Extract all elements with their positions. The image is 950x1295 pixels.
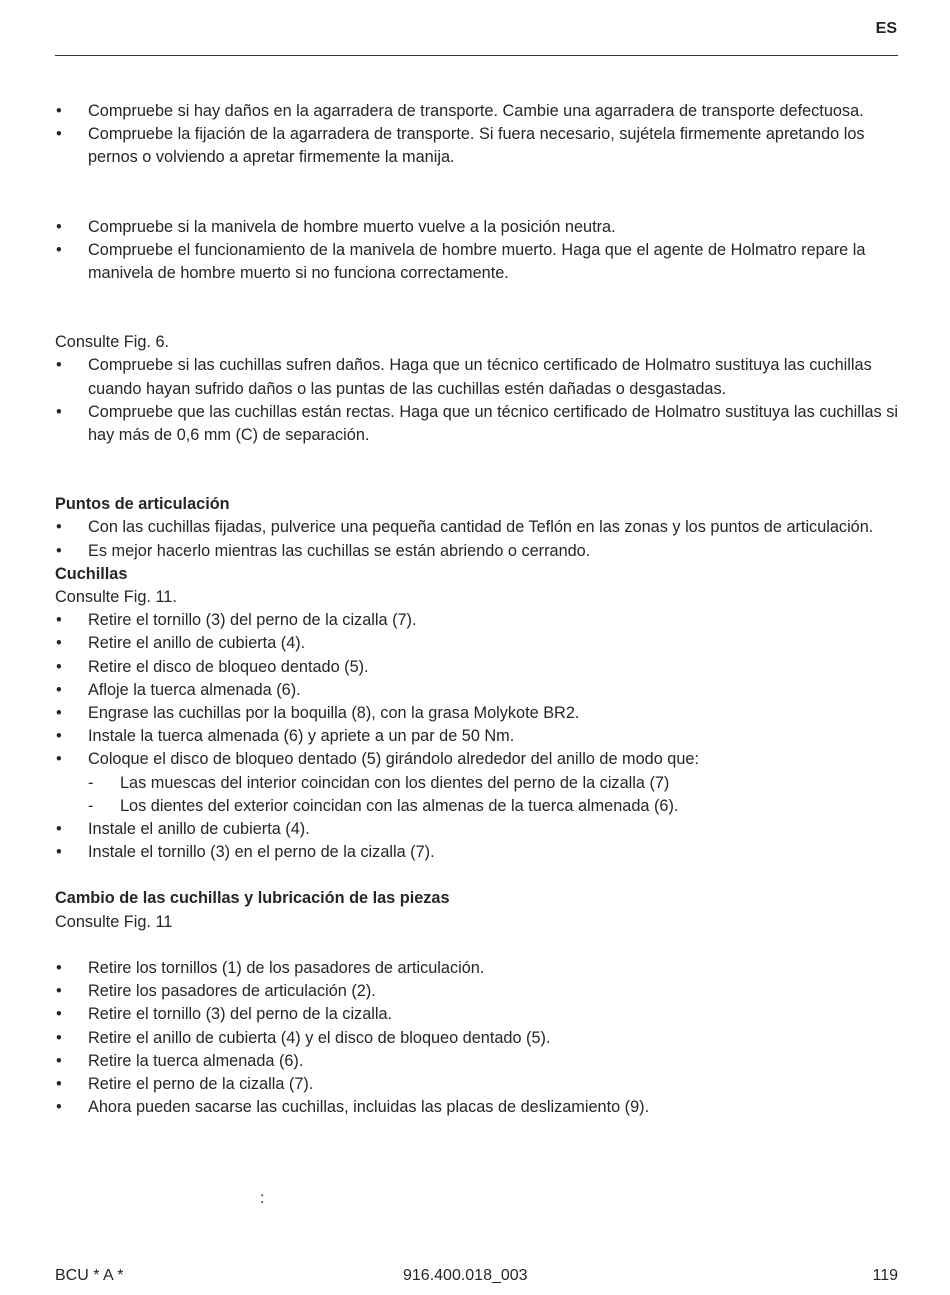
page-content — [55, 100, 898, 1119]
list-item: • Compruebe si las cuchillas sufren daños. Haga que un técnico certificado de Holmatro sustituya las cuchillas cuando hayan sufrido daños o las puntas de las cuchillas estén dañadas o desgastadas. — [55, 354, 898, 400]
transport-handle-list — [55, 100, 898, 170]
list-item: • Retire los pasadores de articulación (2). — [55, 980, 898, 1003]
list-item: • Instale el tornillo (3) en el perno de la cizalla (7). — [55, 841, 898, 864]
list-item: • Es mejor hacerlo mientras las cuchillas se están abriendo o cerrando. — [55, 540, 898, 563]
list-item: • Retire el anillo de cubierta (4) y el disco de bloqueo dentado (5). — [55, 1027, 898, 1050]
language-code: ES — [875, 20, 897, 37]
list-item: • Compruebe la fijación de la agarradera de transporte. Si fuera necesario, sujétela firmemente apretando los pernos o volviendo a apretar firmemente la manija. — [55, 123, 898, 169]
list-item: • Instale la tuerca almenada (6) y apriete a un par de 50 Nm. — [55, 725, 898, 748]
page-number: 119 — [872, 1267, 898, 1284]
list-item: • Retire el disco de bloqueo dentado (5). — [55, 656, 898, 679]
header-rule — [55, 55, 898, 56]
footer-doc-number: 916.400.018_003 — [403, 1267, 528, 1284]
list-item: • Compruebe el funcionamiento de la manivela de hombre muerto. Haga que el agente de Holmatro repare la manivela de hombre muerto si no funciona correctamente. — [55, 239, 898, 285]
blades-steps-list-continued — [55, 818, 898, 864]
blades-check-list — [55, 354, 898, 447]
trailing-colon: : — [260, 1190, 265, 1207]
list-item: • Ahora pueden sacarse las cuchillas, incluidas las placas de deslizamiento (9). — [55, 1096, 898, 1119]
list-item: • Compruebe que las cuchillas están rectas. Haga que un técnico certificado de Holmatro sustituya las cuchillas si hay más de 0,6 mm (C) de separación. — [55, 401, 898, 447]
list-item: • Retire el perno de la cizalla (7). — [55, 1073, 898, 1096]
list-item: • Engrase las cuchillas por la boquilla (8), con la grasa Molykote BR2. — [55, 702, 898, 725]
list-item: • Retire el tornillo (3) del perno de la cizalla (7). — [55, 609, 898, 632]
list-item: • Retire el anillo de cubierta (4). — [55, 632, 898, 655]
pivot-points-list — [55, 516, 898, 562]
list-item: • Coloque el disco de bloqueo dentado (5) girándolo alrededor del anillo de modo que: — [55, 748, 898, 771]
fig-reference: Consulte Fig. 6. — [55, 333, 170, 352]
list-item: • Con las cuchillas fijadas, pulverice una pequeña cantidad de Teflón en las zonas y los puntos de articulación. — [55, 516, 898, 539]
page-footer — [55, 1267, 898, 1289]
fig-reference: Consulte Fig. 11 — [55, 912, 173, 931]
deadman-handle-list — [55, 216, 898, 286]
list-item: • Retire la tuerca almenada (6). — [55, 1050, 898, 1073]
section-heading: Cambio de las cuchillas y lubricación de las piezas — [55, 889, 450, 908]
fig-reference: Consulte Fig. 11. — [55, 588, 177, 607]
section-heading: Puntos de articulación — [55, 495, 230, 514]
section-heading: Cuchillas — [55, 564, 128, 583]
list-item: • Compruebe si hay daños en la agarradera de transporte. Cambie una agarradera de transporte defectuosa. — [55, 100, 898, 123]
blades-steps-list — [55, 609, 898, 771]
list-item: • Retire los tornillos (1) de los pasadores de articulación. — [55, 957, 898, 980]
list-item: • Instale el anillo de cubierta (4). — [55, 818, 898, 841]
list-item: • Afloje la tuerca almenada (6). — [55, 679, 898, 702]
blade-replacement-list — [55, 957, 898, 1119]
footer-model: BCU * A * — [55, 1267, 124, 1284]
list-item: • Retire el tornillo (3) del perno de la cizalla. — [55, 1003, 898, 1026]
blades-substeps-list — [55, 772, 898, 818]
sub-list-item: - Los dientes del exterior coincidan con las almenas de la tuerca almenada (6). — [55, 795, 898, 818]
list-item: • Compruebe si la manivela de hombre muerto vuelve a la posición neutra. — [55, 216, 898, 239]
sub-list-item: - Las muescas del interior coincidan con los dientes del perno de la cizalla (7) — [55, 772, 898, 795]
